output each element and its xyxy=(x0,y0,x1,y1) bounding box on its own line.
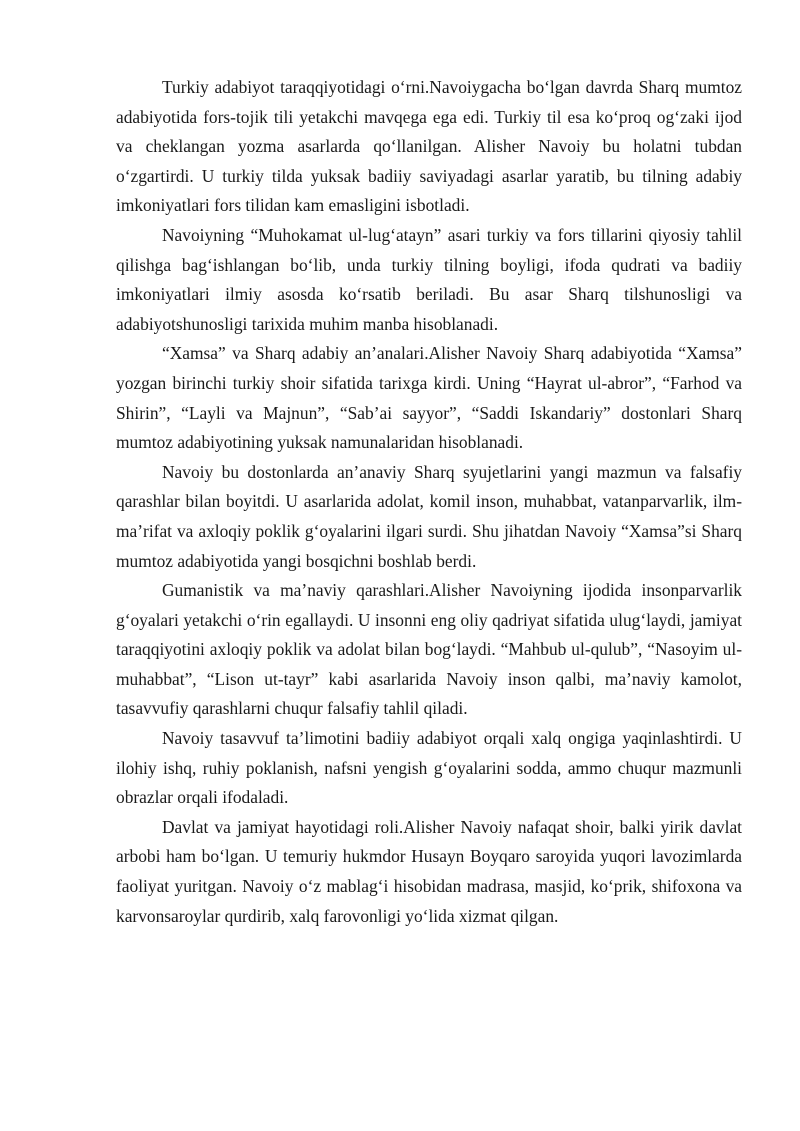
paragraph-davlat: Davlat va jamiyat hayotidagi roli.Alisher Navoiy nafaqat shoir, balki yirik davlat arbobi ham bo‘lgan. U temuriy hukmdor Husayn Boyqaro saroyida yuqori lavozimlarda faoliyat yuritgan. Navoiy o‘z mablag‘i hisobidan madrasa, masjid, ko‘prik, shifoxona va karvonsaroylar qurdirib, xalq farovonligi yo‘lida xizmat qilgan. xyxy=(116,816,742,926)
paragraph-xamsa: “Xamsa” va Sharq adabiy an’analari.Alisher Navoiy Sharq adabiyotida “Xamsa” yozgan birinchi turkiy shoir sifatida tarixga kirdi. Uning “Hayrat ul-abror”, “Farhod va Shirin”, “Layli va Majnun”, “Sab’ai sayyor”, “Saddi Iskandariy” dostonlari Sharq mumtoz adabiyotining yuksak namunalaridan hisoblanadi. xyxy=(116,343,742,453)
paragraph-gumanistik: Gumanistik va ma’naviy qarashlari.Alisher Navoiyning ijodida insonparvarlik g‘oyalari yetakchi o‘rin egallaydi. U insonni eng oliy qadriyat sifatida ulug‘laydi, jamiyat taraqqiyotini axloqiy poklik va adolat bilan bog‘laydi. “Mahbub ul-qulub”, “Nasoyim ul-muhabbat”, “Lison ut-tayr” kabi asarlarida Navoiy inson qalbi, ma’naviy kamolot, tasavvufiy qarashlarni chuqur falsafiy tahlil qiladi. xyxy=(116,580,742,719)
paragraph-tasavvuf: Navoiy tasavvuf ta’limotini badiiy adabiyot orqali xalq ongiga yaqinlashtirdi. U ilohiy ishq, ruhiy poklanish, nafsni yengish g‘oyalarini sodda, ammo chuqur mazmunli obrazlar orqali ifodaladi. xyxy=(116,728,742,808)
document-page xyxy=(116,73,742,931)
paragraph-muhokamat: Navoiyning “Muhokamat ul-lug‘atayn” asari turkiy va fors tillarini qiyosiy tahlil qilishga bag‘ishlangan bo‘lib, unda turkiy tilning boyligi, ifoda qudrati va badiiy imkoniyatlari ilmiy asosda ko‘rsatib beriladi. Bu asar Sharq tilshunosligi va adabiyotshunosligi tarixida muhim manba hisoblanadi. xyxy=(116,224,742,334)
paragraph-turkiy-adabiyot: Turkiy adabiyot taraqqiyotidagi o‘rni.Navoiygacha bo‘lgan davrda Sharq mumtoz adabiyotida fors-tojik tili yetakchi mavqega ega edi. Turkiy til esa ko‘proq og‘zaki ijod va cheklangan yozma asarlarda qo‘llanilgan. Alisher Navoiy bu holatni tubdan o‘zgartirdi. U turkiy tilda yuksak badiiy saviyadagi asarlar yaratib, bu tilning adabiy imkoniyatlari fors tilidan kam emasligini isbotladi. xyxy=(116,77,742,216)
paragraph-dostonlar: Navoiy bu dostonlarda an’anaviy Sharq syujetlarini yangi mazmun va falsafiy qarashlar bilan boyitdi. U asarlarida adolat, komil inson, muhabbat, vatanparvarlik, ilm-ma’rifat va axloqiy poklik g‘oyalarini ilgari surdi. Shu jihatdan Navoiy “Xamsa”si Sharq mumtoz adabiyotida yangi bosqichni boshlab berdi. xyxy=(116,461,742,571)
